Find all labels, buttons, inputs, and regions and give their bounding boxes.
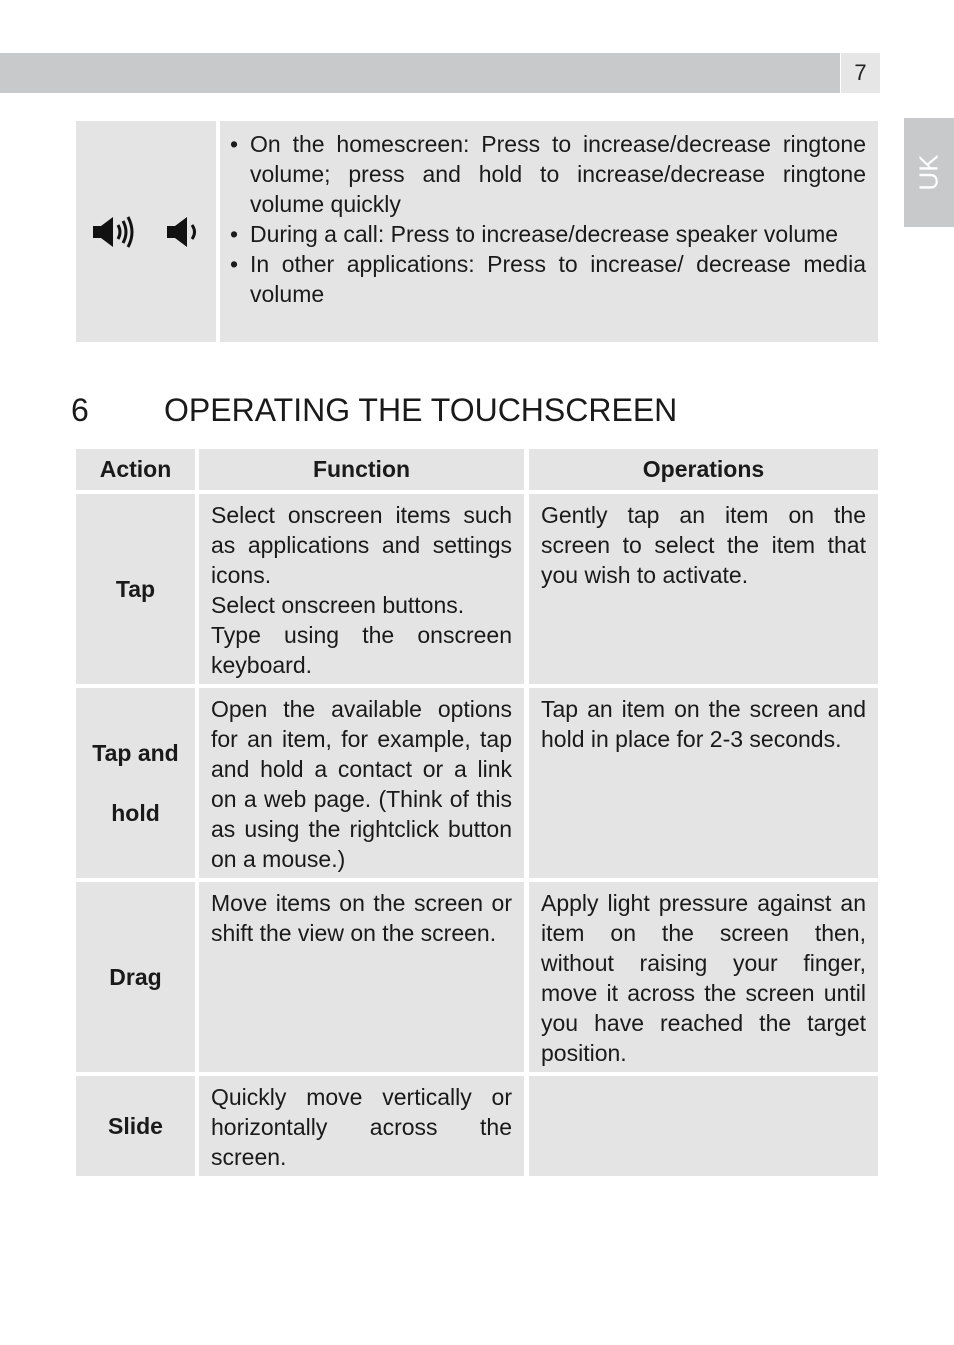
bullet-dot: • <box>230 131 239 157</box>
operations-tap-and-hold: Tap an item on the screen and hold in place for 2-3 seconds. <box>529 688 878 878</box>
function-line: Select onscreen items such as applications and settings icons. <box>211 502 512 588</box>
function-tap-and-hold: Open the available options for an item, for example, tap and hold a contact or a link on a web page. (Think of this as using the rightclick button on a mouse.) <box>199 688 524 878</box>
operations-drag: Apply light pressure against an item on the screen then, without raising your finger, move it across the screen until you have reached the target position. <box>529 882 878 1072</box>
function-slide: Quickly move vertically or horizontally across the screen. <box>199 1076 524 1176</box>
section-number: 6 <box>71 392 89 428</box>
volume-bullet <box>230 219 866 249</box>
volume-bullet-text: In other applications: Press to increase/ decrease media volume <box>250 251 866 307</box>
section-heading <box>71 388 677 432</box>
function-line: Select onscreen buttons. <box>211 592 465 618</box>
volume-bullet-text: On the homescreen: Press to increase/decrease ringtone volume; press and hold to increase/decrease ringtone volume quickly <box>250 131 866 217</box>
section-title: OPERATING THE TOUCHSCREEN <box>164 392 678 428</box>
bullet-dot: • <box>230 221 239 247</box>
operations-tap: Gently tap an item on the screen to select the item that you wish to activate. <box>529 494 878 684</box>
header-bar <box>0 53 840 93</box>
function-tap <box>199 494 524 684</box>
volume-bullet-text: During a call: Press to increase/decrease speaker volume <box>250 221 839 247</box>
action-line: hold <box>111 800 160 826</box>
function-drag: Move items on the screen or shift the view on the screen. <box>199 882 524 1072</box>
header-function: Function <box>199 449 524 490</box>
volume-bullet <box>230 129 866 219</box>
volume-icons-cell <box>76 121 216 342</box>
language-tab <box>904 118 954 227</box>
bullet-dot: • <box>230 251 239 277</box>
operations-slide <box>529 1076 878 1176</box>
volume-description-cell <box>220 121 878 342</box>
action-line: Tap and <box>92 740 179 766</box>
language-tab-label: UK <box>913 154 944 191</box>
header-operations: Operations <box>529 449 878 490</box>
header-action: Action <box>76 449 195 490</box>
action-tap: Tap <box>76 494 195 684</box>
action-tap-and-hold <box>76 688 195 878</box>
speaker-soft-icon <box>165 214 201 250</box>
speaker-loud-icon <box>91 214 137 250</box>
function-line: Type using the onscreen keyboard. <box>211 622 512 678</box>
volume-bullet <box>230 249 866 309</box>
action-drag: Drag <box>76 882 195 1072</box>
page-number: 7 <box>841 53 880 93</box>
action-slide: Slide <box>76 1076 195 1176</box>
